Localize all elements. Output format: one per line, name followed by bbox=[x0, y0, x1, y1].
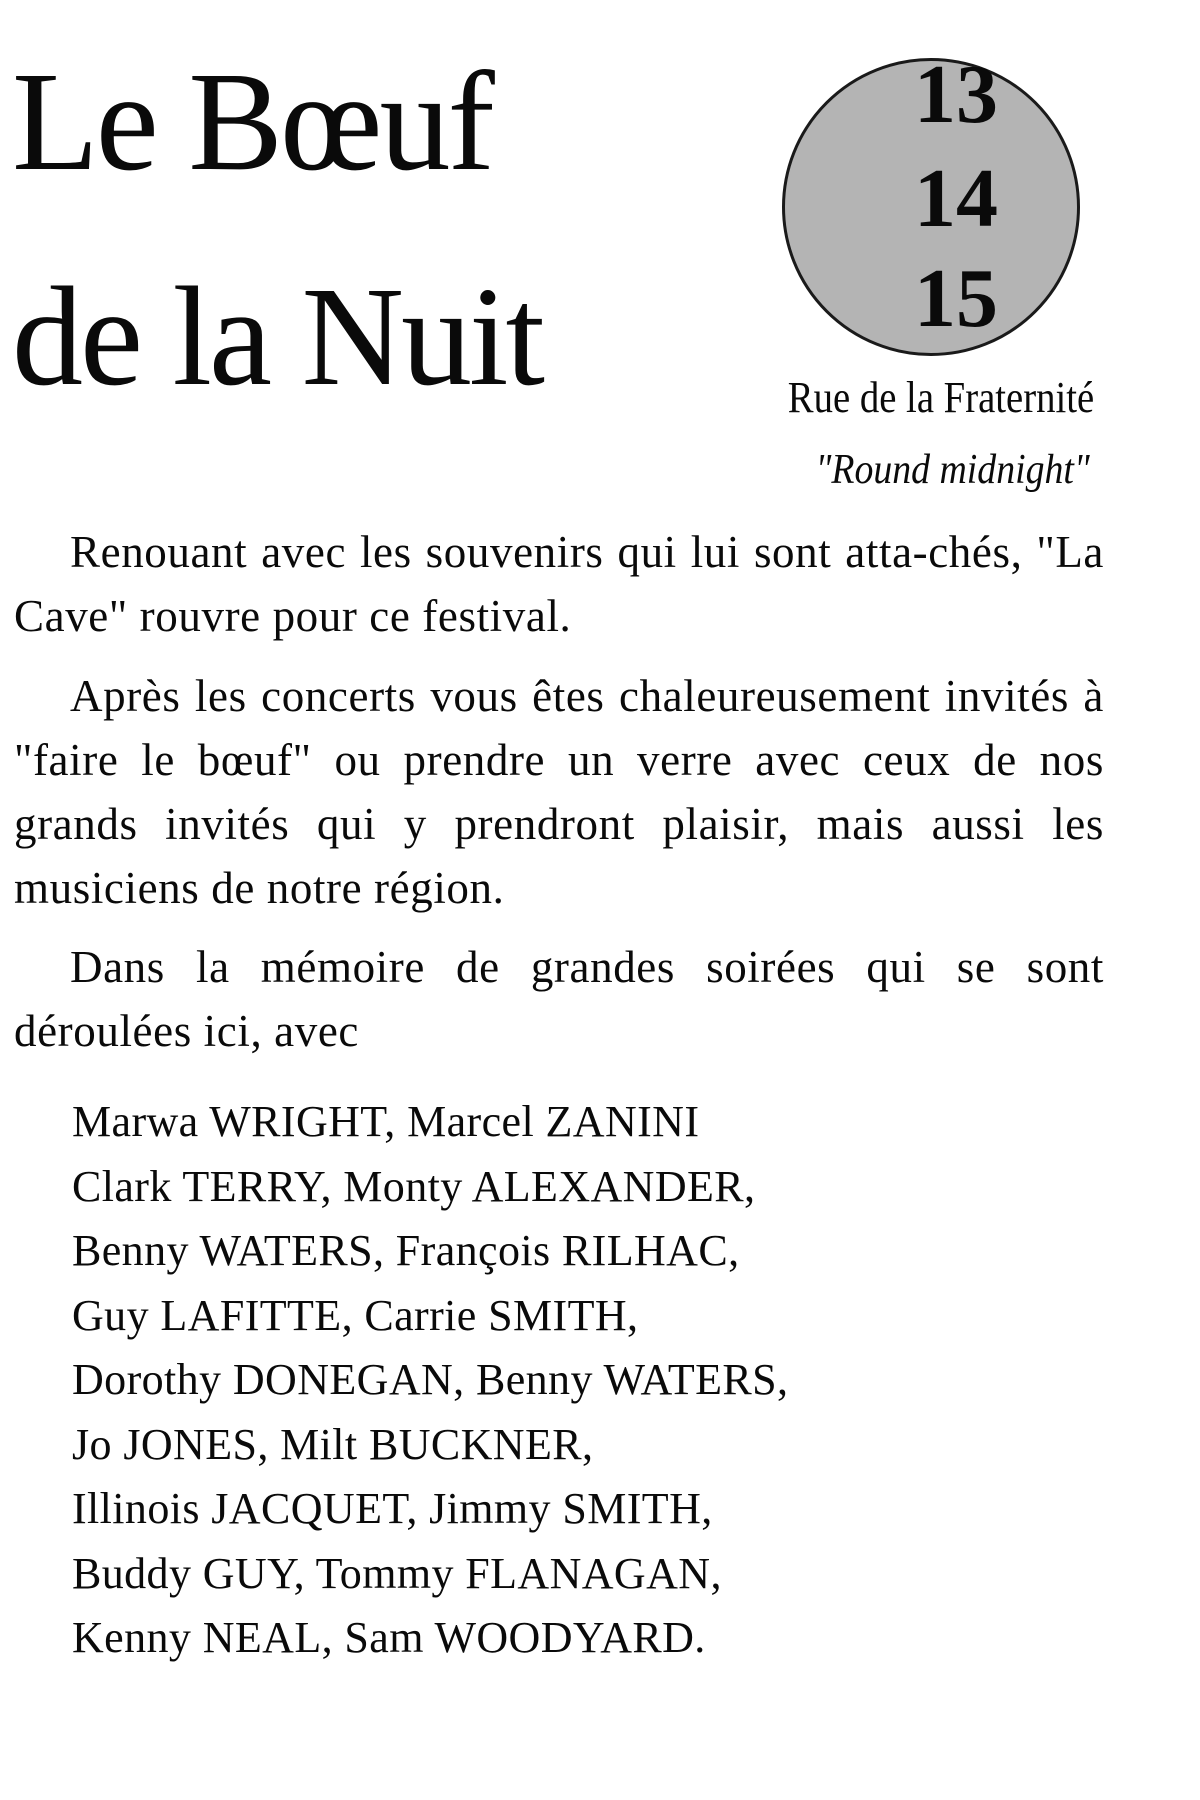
list-item: Dorothy DONEGAN, Benny WATERS, bbox=[72, 1355, 789, 1404]
list-item: Benny WATERS, François RILHAC, bbox=[72, 1226, 740, 1275]
page-title-line-2: de la Nuit bbox=[12, 257, 542, 415]
list-item: Jo JONES, Milt BUCKNER, bbox=[72, 1419, 594, 1469]
list-item: Illinois JACQUET, Jimmy SMITH, bbox=[72, 1484, 713, 1533]
date-badge bbox=[782, 48, 1080, 356]
venue-name: Rue de la Fraternité bbox=[787, 373, 1094, 422]
date-day: 14 bbox=[914, 152, 998, 245]
paragraph-intro: Renouant avec les souvenirs qui lui sont atta-chés, "La Cave" rouvre pour ce festival. bbox=[14, 527, 1104, 641]
date-day: 13 bbox=[914, 48, 998, 141]
list-item: Clark TERRY, Monty ALEXANDER, bbox=[72, 1161, 756, 1211]
page-title-line-1: Le Bœuf bbox=[12, 42, 492, 200]
paragraph-memory: Dans la mémoire de grandes soirées qui se sont déroulées ici, avec bbox=[14, 942, 1104, 1056]
list-item: Kenny NEAL, Sam WOODYARD. bbox=[72, 1613, 706, 1662]
date-day: 15 bbox=[914, 252, 998, 345]
list-item: Marwa WRIGHT, Marcel ZANINI bbox=[72, 1097, 700, 1146]
musician-list bbox=[72, 1090, 788, 1671]
list-item: Guy LAFITTE, Carrie SMITH, bbox=[72, 1290, 639, 1340]
paragraph-invitation: Après les concerts vous êtes chaleureusement invités à "faire le bœuf" ou prendre un verre avec ceux de nos grands invités qui y prendront plaisir, mais aussi les musiciens de notre région. bbox=[14, 671, 1104, 913]
list-item: Buddy GUY, Tommy FLANAGAN, bbox=[72, 1548, 722, 1598]
venue-subtitle: "Round midnight" bbox=[815, 447, 1090, 493]
